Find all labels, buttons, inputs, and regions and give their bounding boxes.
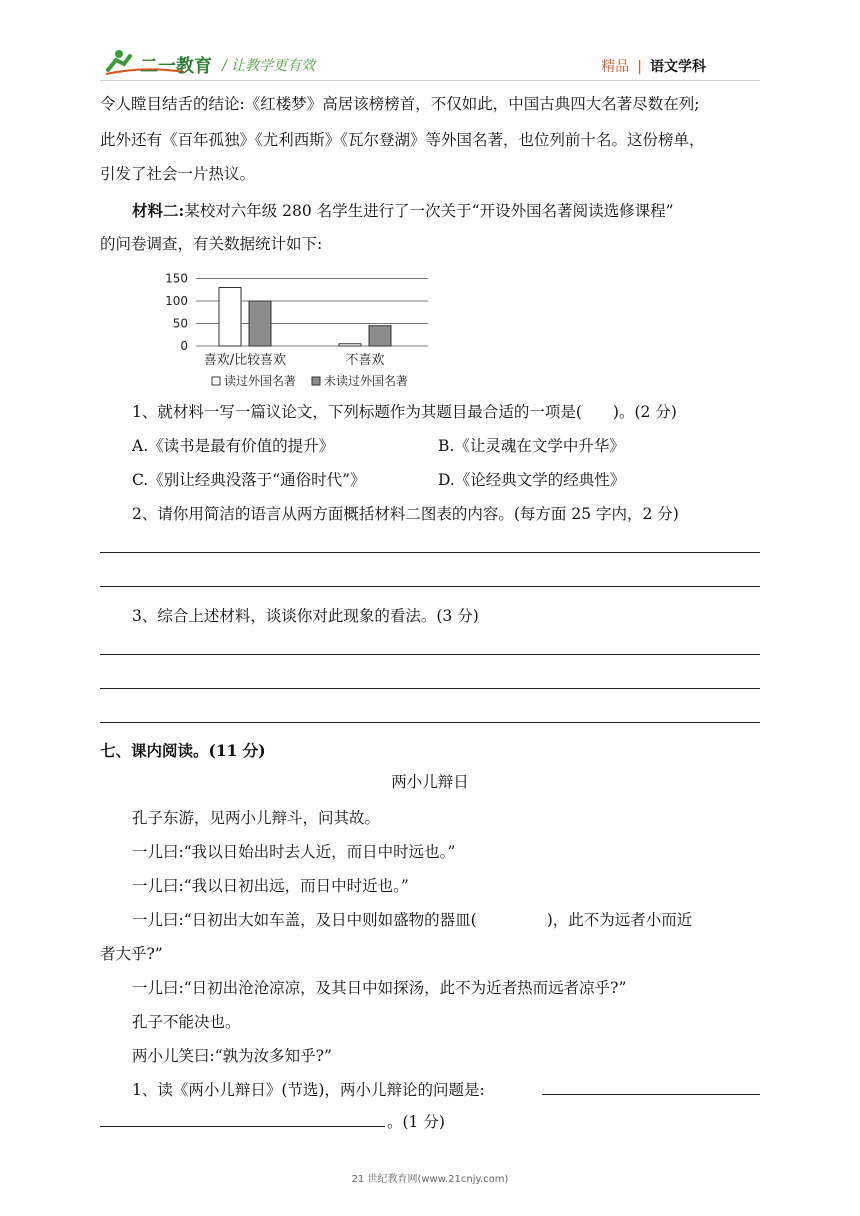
passage-line: 孔子东游，见两小儿辩斗，问其故。 [132, 809, 381, 827]
passage-text: 一儿曰:“日初出大如车盖，及日中则如盛物的器皿( [132, 911, 477, 929]
passage-line: 一儿曰:“日初出沧沧凉凉，及其日中如探汤，此不为近者热而远者凉乎?” [132, 979, 627, 997]
question-score: 。(1 分) [387, 1113, 445, 1131]
y-tick-label: 100 [165, 294, 188, 308]
logo-text: 二一教育 [140, 56, 212, 77]
survey-bar-chart [160, 262, 460, 397]
option-c: C.《别让经典没落于“通俗时代”》 [132, 471, 366, 489]
bar-read [339, 344, 361, 346]
y-tick-label: 150 [165, 271, 188, 286]
section-seven-heading: 七、课内阅读。(11 分) [100, 741, 266, 760]
passage-line: 两小儿笑曰:“孰为汝多知乎?” [132, 1047, 332, 1065]
x-category-label: 不喜欢 [345, 353, 385, 368]
y-tick-label: 50 [172, 316, 188, 331]
option-b: B.《让灵魂在文学中升华》 [438, 437, 625, 455]
passage-title: 两小儿辩日 [391, 773, 469, 791]
legend-label: 未读过外国名著 [324, 374, 409, 388]
bar-unread [369, 326, 391, 346]
legend-label: 读过外国名著 [224, 374, 297, 388]
answer-line[interactable] [100, 722, 760, 723]
passage-line [132, 904, 797, 937]
material-two-text: 某校对六年级 280 名学生进行了一次关于“开设外国名著阅读选修课程” [184, 202, 674, 220]
question-1: 1、就材料一写一篇议论文，下列标题作为其题目最合适的一项是( )。(2 分) [132, 403, 677, 421]
para-line-2: 此外还有《百年孤独》《尤利西斯》《瓦尔登湖》等外国名著，也位列前十名。这份榜单， [100, 131, 705, 149]
subject-label: 语文学科 [650, 59, 706, 75]
question-2: 2、请你用简洁的语言从两方面概括材料二图表的内容。(每方面 25 字内，2 分) [132, 505, 679, 523]
header-slogan: / 让教学更有效 [222, 58, 316, 74]
quality-label: 精品 [601, 59, 630, 75]
question-3: 3、综合上述材料，谈谈你对此现象的看法。(3 分) [132, 607, 479, 625]
option-a: A.《读书是最有价值的提升》 [132, 437, 335, 455]
answer-line[interactable] [100, 1126, 385, 1127]
answer-line[interactable] [100, 552, 760, 553]
option-d: D.《论经典文学的经典性》 [438, 471, 626, 489]
passage-line: 孔子不能决也。 [132, 1013, 241, 1031]
passage-text: )，此不为远者小而近 [546, 911, 693, 929]
answer-line[interactable] [100, 688, 760, 689]
para-line-3: 引发了社会一片热议。 [100, 165, 256, 183]
material-two-line [132, 194, 797, 228]
header-divider [100, 80, 760, 81]
answer-line[interactable] [100, 654, 760, 655]
material-two-cont: 的问卷调查，有关数据统计如下: [100, 235, 323, 253]
question-7-1 [132, 1074, 797, 1107]
legend-swatch [212, 377, 220, 385]
legend-swatch [312, 377, 320, 385]
bar-unread [249, 301, 271, 346]
bar-read [219, 288, 241, 347]
material-two-label: 材料二: [132, 201, 185, 220]
passage-line: 者大乎?” [100, 945, 163, 963]
passage-line: 一儿曰:“我以日初出远，而日中时近也。” [132, 877, 409, 895]
passage-line: 一儿曰:“我以日始出时去人近，而日中时远也。” [132, 843, 456, 861]
header-separator: | [637, 59, 642, 75]
para-line-1: 令人瞠目结舌的结论:《红楼梦》高居该榜榜首，不仅如此，中国古典四大名著尽数在列; [100, 95, 700, 113]
y-tick-label: 0 [180, 339, 188, 353]
page-footer: 21 世纪教育网(www.21cnjy.com) [351, 1174, 509, 1185]
answer-line[interactable] [542, 1094, 760, 1095]
answer-line[interactable] [100, 586, 760, 587]
header-subject [601, 56, 706, 76]
question-text: 1、读《两小儿辩日》(节选)，两小儿辩论的问题是: [132, 1081, 485, 1099]
x-category-label: 喜欢/比较喜欢 [203, 353, 287, 368]
